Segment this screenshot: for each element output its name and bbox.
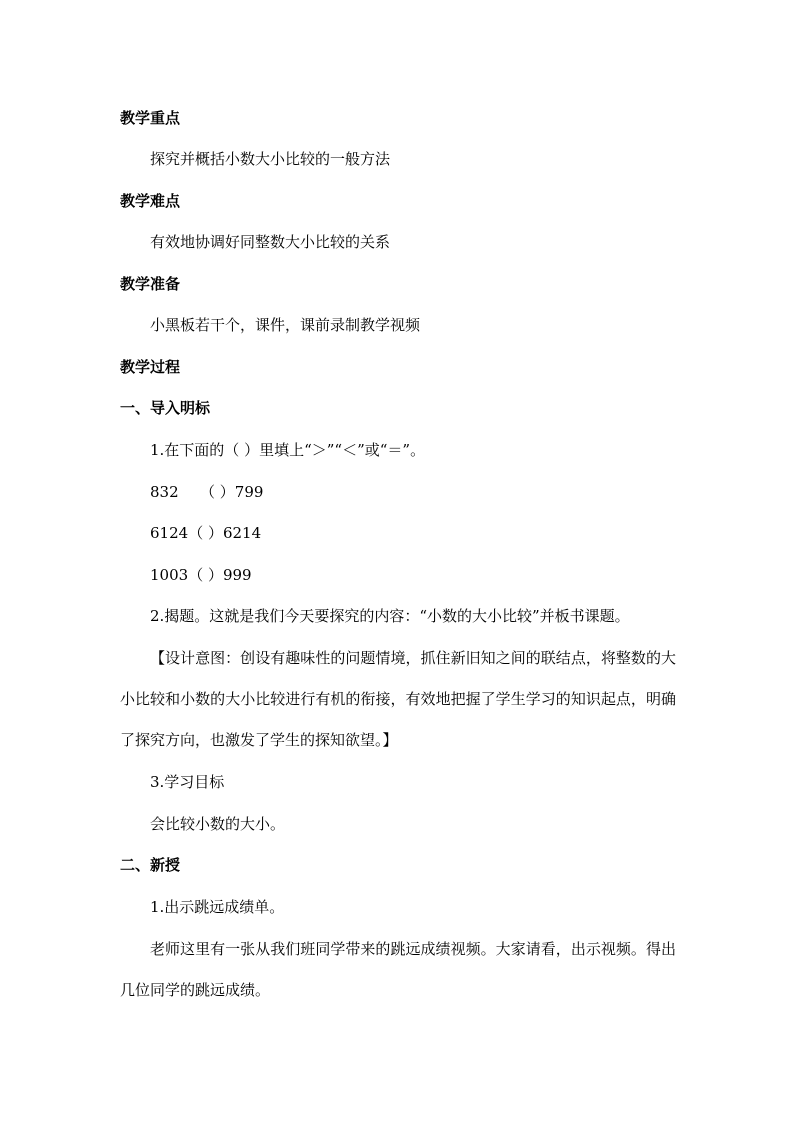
teaching-preparation-text: 小黑板若干个，课件，课前录制教学视频 [150,316,421,334]
design-intent-paragraph [120,638,676,761]
heading-part-one: 一、导入明标 [120,399,211,417]
heading-teaching-focus: 教学重点 [120,109,181,127]
compare-blank: （ ） [200,483,235,501]
item-one-instruction: 1.在下面的（ ）里填上“＞”“＜”或“＝”。 [150,441,426,459]
learning-goal-text: 会比较小数的大小。 [150,815,286,833]
heading-part-two: 二、新授 [120,856,181,874]
compare-blank: （ ） [188,524,223,542]
new-item-one: 1.出示跳远成绩单。 [150,898,285,916]
teaching-focus-text: 探究并概括小数大小比较的一般方法 [150,150,391,168]
design-intent-text: 【设计意图：创设有趣味性的问题情境，抓住新旧知之间的联结点，将整数的大小比较和小数的大小比较进行有机的衔接，有效地把握了学生学习的知识起点，明确了探究方向，也激发了学生的探知欲望。】 [120,649,676,749]
compare-left-value: 1003 [150,566,189,584]
compare-right-value: 999 [222,566,252,584]
compare-row [150,482,263,502]
teaching-difficulty-text: 有效地协调好同整数大小比较的关系 [150,233,391,251]
heading-teaching-difficulty: 教学难点 [120,192,181,210]
compare-right-value: 799 [234,483,264,501]
compare-left-value: 832 [150,483,179,501]
compare-blank: （ ） [188,566,223,584]
teacher-text: 老师这里有一张从我们班同学带来的跳远成绩视频。大家请看，出示视频。得出几位同学的跳远成绩。 [120,940,676,999]
item-three-goal: 3.学习目标 [150,773,225,791]
teacher-paragraph [120,929,676,1011]
compare-row [150,523,261,543]
compare-right-value: 6214 [222,524,262,542]
heading-teaching-process: 教学过程 [120,358,181,376]
item-two-topic: 2.揭题。这就是我们今天要探究的内容：“小数的大小比较”并板书课题。 [150,607,630,625]
compare-row [150,565,252,585]
compare-left-value: 6124 [150,524,189,542]
heading-teaching-preparation: 教学准备 [120,275,181,293]
